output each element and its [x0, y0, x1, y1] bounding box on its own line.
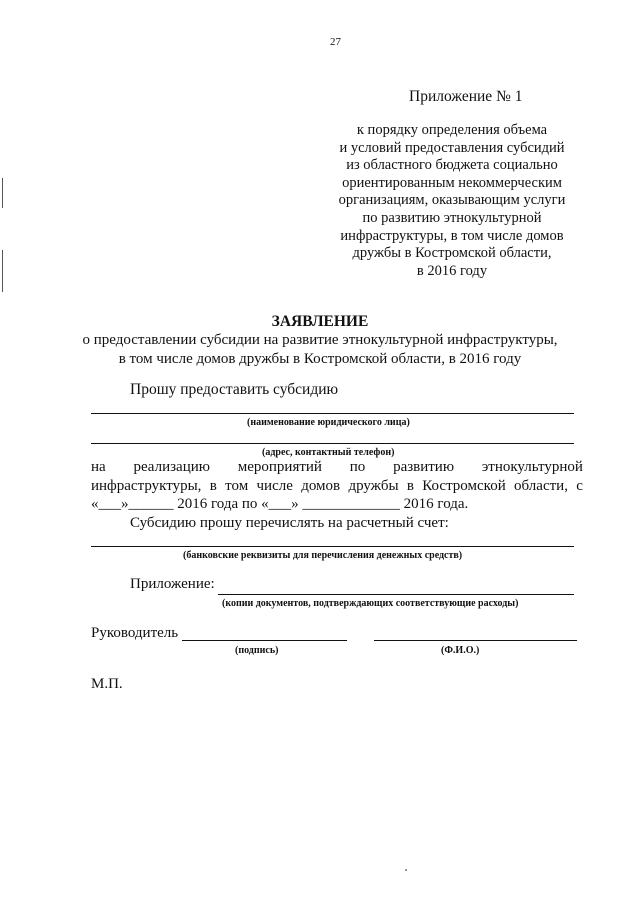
stamp-label: М.П. — [91, 676, 123, 692]
annex-subtitle — [318, 122, 586, 280]
purpose-word: Костромской — [422, 478, 506, 494]
purpose-word: реализацию — [133, 459, 210, 475]
entity-name-line[interactable] — [91, 413, 574, 414]
caption-entity-name: (наименование юридического лица) — [247, 417, 410, 428]
purpose-word: в — [406, 478, 414, 494]
document-subtitle — [0, 331, 640, 369]
scan-speck — [405, 869, 407, 871]
scan-edge-mark — [2, 250, 3, 292]
purpose-line-1 — [91, 459, 583, 476]
annex-subtitle-line: дружбы в Костромской области, — [352, 245, 552, 262]
document-subtitle-line: в том числе домов дружбы в Костромской области, в 2016 году — [118, 351, 522, 367]
head-label: Руководитель — [91, 625, 179, 641]
fio-line[interactable] — [374, 640, 577, 641]
caption-address: (адрес, контактный телефон) — [262, 447, 395, 458]
attachment-line[interactable] — [218, 594, 574, 595]
purpose-word: на — [91, 459, 106, 475]
purpose-word: числе — [256, 478, 293, 494]
caption-signature: (подпись) — [235, 645, 279, 656]
purpose-word: инфраструктуры, — [91, 478, 202, 494]
annex-subtitle-line: из областного бюджета социально — [346, 157, 558, 174]
date-range-line[interactable]: «___»______ 2016 года по «___» _____________ 2016 года. — [91, 496, 469, 512]
annex-subtitle-line: и условий предоставления субсидий — [339, 139, 565, 156]
annex-title: Приложение № 1 — [409, 88, 523, 105]
annex-subtitle-line: по развитию этнокультурной — [362, 209, 542, 226]
page-number: 27 — [330, 36, 341, 48]
caption-bank-details: (банковские реквизиты для перечисления денежных средств) — [183, 550, 463, 561]
purpose-line-2 — [91, 478, 583, 495]
purpose-word: с — [576, 478, 583, 494]
purpose-word: этнокультурной — [481, 459, 583, 475]
purpose-word: том — [225, 478, 249, 494]
request-label: Прошу предоставить субсидию — [130, 381, 339, 398]
attachment-label: Приложение: — [130, 576, 215, 592]
annex-subtitle-line: ориентированным некоммерческим — [342, 174, 562, 191]
address-line[interactable] — [91, 443, 574, 444]
purpose-word: дружбы — [348, 478, 399, 494]
document-subtitle-line: о предоставлении субсидии на развитие этнокультурной инфраструктуры, — [82, 332, 558, 348]
scan-edge-mark — [2, 178, 3, 208]
annex-subtitle-line: организациям, оказывающим услуги — [338, 192, 566, 209]
signature-line[interactable] — [182, 640, 347, 641]
purpose-word: развитию — [393, 459, 455, 475]
document-title: ЗАЯВЛЕНИЕ — [271, 313, 369, 330]
purpose-word: по — [349, 459, 366, 475]
annex-subtitle-line: к порядку определения объема — [356, 122, 548, 138]
purpose-word: домов — [301, 478, 341, 494]
annex-subtitle-line: в 2016 году — [416, 262, 488, 279]
purpose-word: в — [209, 478, 217, 494]
caption-fio: (Ф.И.О.) — [441, 645, 480, 656]
purpose-word: мероприятий — [237, 459, 322, 475]
purpose-word: области, — [514, 478, 568, 494]
account-label: Субсидию прошу перечислять на расчетный счет: — [130, 515, 449, 531]
bank-details-line[interactable] — [91, 546, 574, 547]
annex-subtitle-line: инфраструктуры, в том числе домов — [340, 227, 564, 244]
caption-attachment: (копии документов, подтверждающих соответствующие расходы) — [222, 598, 519, 609]
